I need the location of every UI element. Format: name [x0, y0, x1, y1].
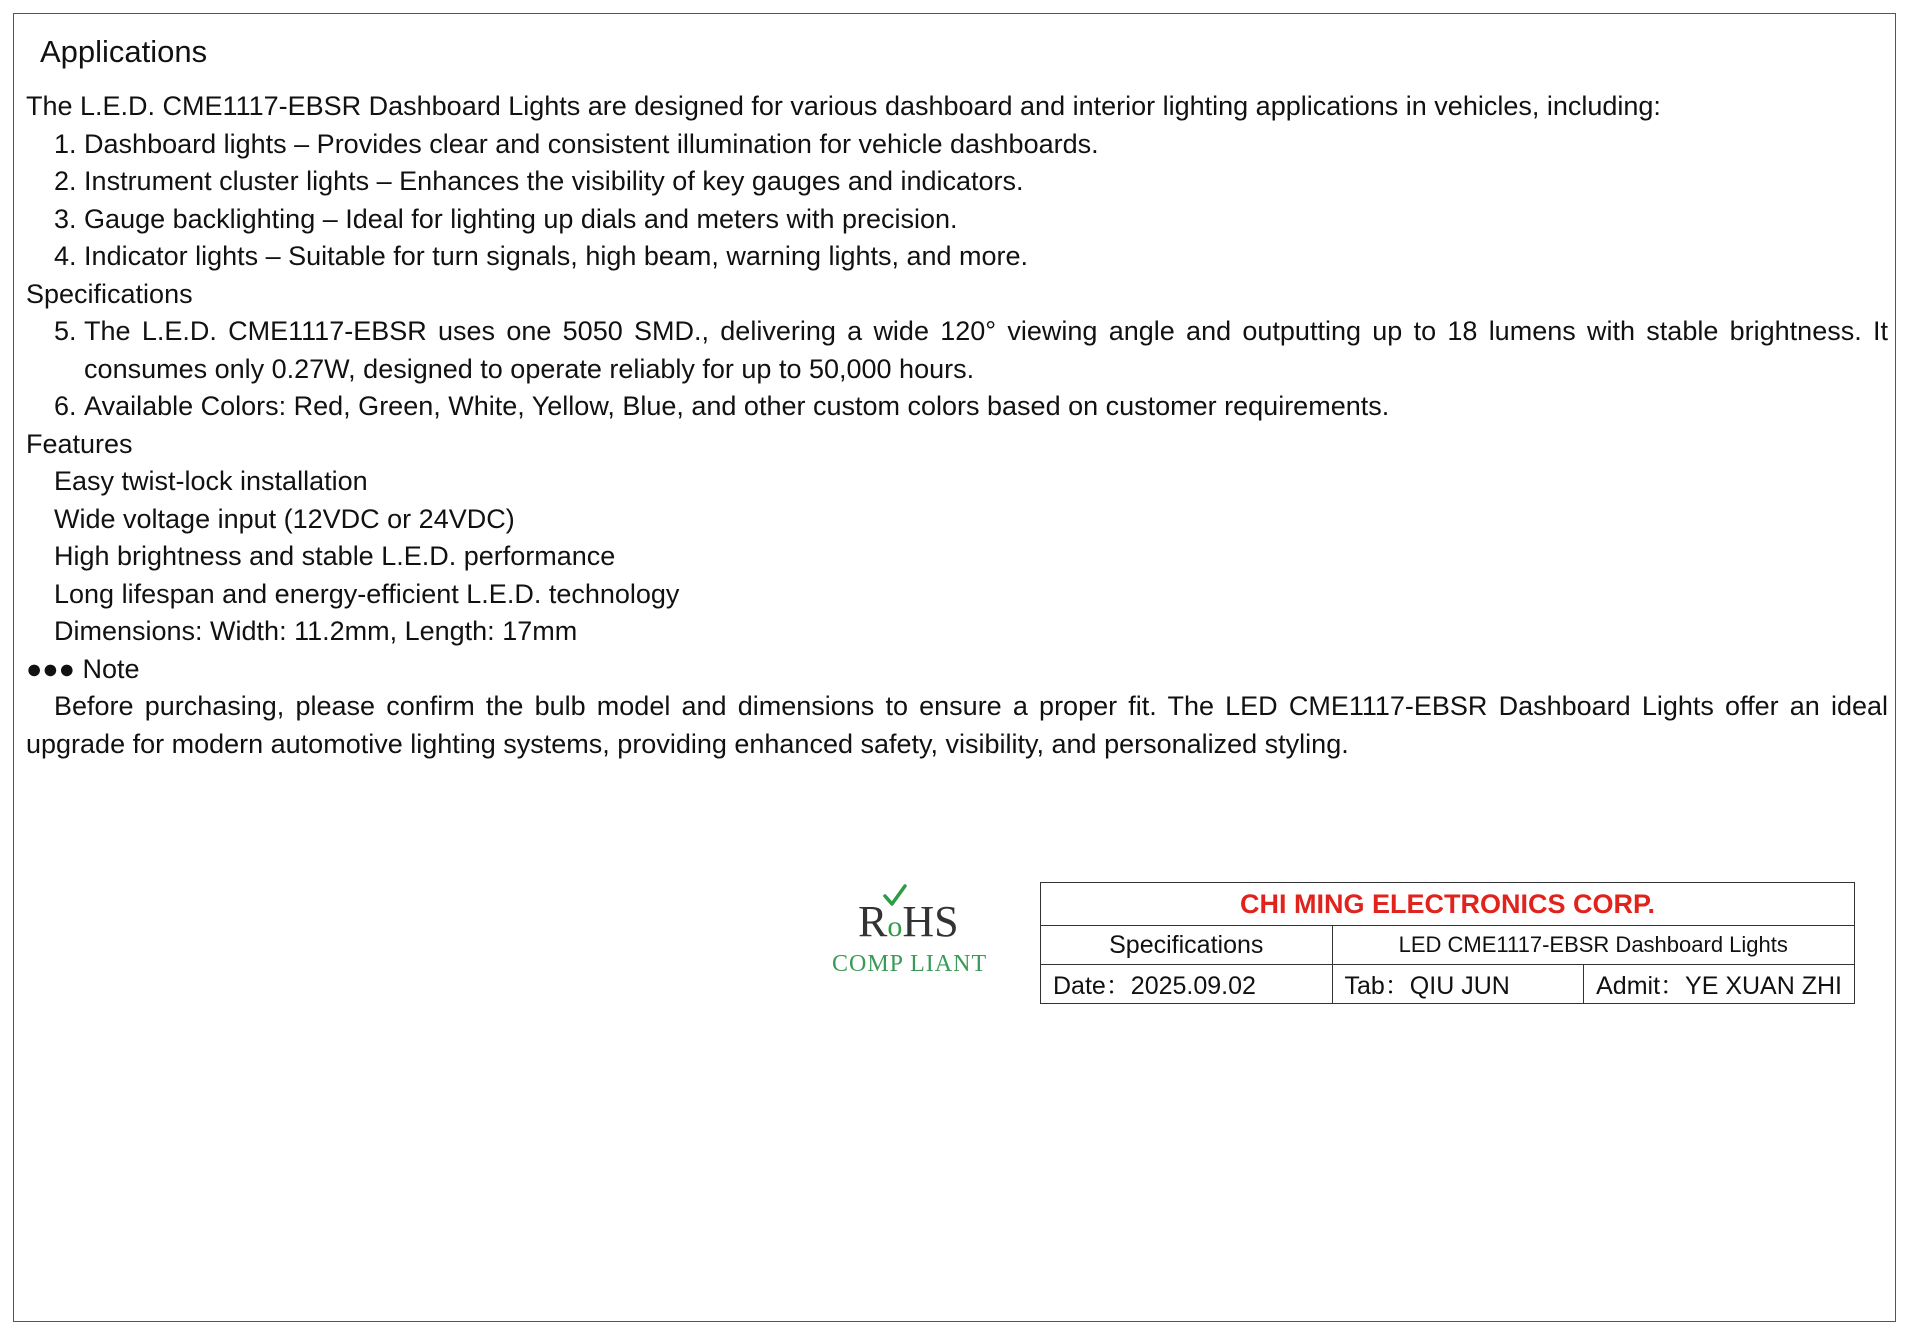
note-paragraph: Before purchasing, please confirm the bulb model and dimensions to ensure a proper fit. The LED CME1117-EBSR Dashboard Lights offer an ideal upgrade for modern automotive lighting systems, providing enhanced safety, visibility, and personalized styling.	[26, 691, 1888, 759]
spec-label-cell: Specifications	[1041, 926, 1333, 965]
list-item	[26, 201, 1888, 239]
section-heading-features: Features	[26, 428, 133, 459]
section-heading-specifications: Specifications	[26, 278, 193, 309]
title-block-row	[1041, 965, 1855, 1004]
rohs-letters-hs: HS	[902, 897, 959, 946]
list-item	[26, 163, 1888, 201]
bullet-dots-icon: ●●●	[26, 653, 75, 684]
section-heading-applications: Applications	[40, 34, 208, 69]
list-item-text: Dashboard lights – Provides clear and consistent illumination for vehicle dashboards.	[84, 128, 1099, 159]
rohs-compliant-logo	[832, 883, 1002, 983]
section-heading-note: Note	[82, 653, 140, 684]
intro-paragraph: The L.E.D. CME1117-EBSR Dashboard Lights are designed for various dashboard and interior lighting applications in vehicles, including:	[26, 91, 1661, 121]
company-name: CHI MING ELECTRONICS CORP.	[1041, 883, 1855, 926]
list-item-number: 2.	[54, 166, 77, 196]
list-item-number: 6.	[54, 391, 77, 421]
feature-item: Dimensions: Width: 11.2mm, Length: 17mm	[54, 616, 578, 646]
tab-cell: Tab：QIU JUN	[1332, 965, 1584, 1004]
product-name-cell: LED CME1117-EBSR Dashboard Lights	[1332, 926, 1855, 965]
list-item	[26, 388, 1888, 426]
list-item-text: Gauge backlighting – Ideal for lighting up dials and meters with precision.	[84, 203, 958, 234]
document-body	[26, 32, 1888, 763]
feature-item: Easy twist-lock installation	[54, 466, 368, 496]
title-block-row	[1041, 883, 1855, 926]
list-item-number: 5.	[54, 316, 77, 346]
list-item-text: Available Colors: Red, Green, White, Yellow, Blue, and other custom colors based on customer requirements.	[84, 391, 1390, 421]
date-cell: Date：2025.09.02	[1041, 965, 1333, 1004]
list-item-number: 3.	[54, 203, 77, 234]
title-block-row	[1041, 926, 1855, 965]
rohs-letter-o: o	[887, 910, 903, 943]
rohs-letter-r: R	[858, 897, 888, 946]
applications-list	[26, 126, 1888, 276]
features-list	[26, 463, 1888, 651]
note-heading-row	[26, 651, 1888, 689]
list-item-number: 4.	[54, 241, 77, 271]
rohs-subtitle: COMP LIANT	[832, 951, 988, 977]
list-item-text: Indicator lights – Suitable for turn signals, high beam, warning lights, and more.	[84, 241, 1029, 271]
list-item-text: The L.E.D. CME1117-EBSR uses one 5050 SMD., delivering a wide 120° viewing angle and outputting up to 18 lumens with stable brightness. It consumes only 0.27W, designed to operate reliably for up to 50,000 hours.	[84, 316, 1888, 384]
title-block-table	[1040, 882, 1855, 1004]
list-item	[26, 238, 1888, 276]
list-item	[26, 126, 1888, 164]
feature-item: Long lifespan and energy-efficient L.E.D. technology	[54, 578, 680, 609]
feature-item: Wide voltage input (12VDC or 24VDC)	[54, 503, 515, 534]
rohs-mark	[858, 897, 959, 952]
list-item-text: Instrument cluster lights – Enhances the visibility of key gauges and indicators.	[84, 166, 1024, 196]
list-item-number: 1.	[54, 128, 77, 159]
admit-cell: Admit：YE XUAN ZHI	[1584, 965, 1855, 1004]
feature-item: High brightness and stable L.E.D. performance	[54, 541, 616, 571]
list-item	[26, 313, 1888, 388]
specifications-list	[26, 313, 1888, 426]
